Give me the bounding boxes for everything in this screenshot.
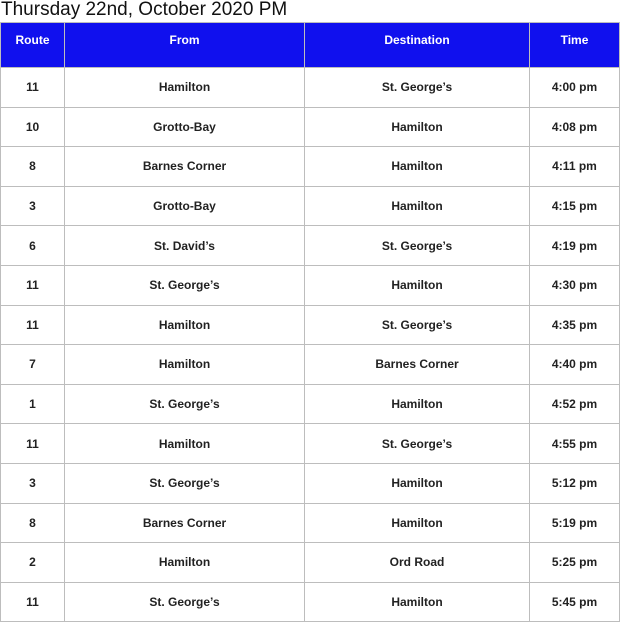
table-row — [1, 226, 620, 266]
destination-cell: Hamilton — [305, 503, 530, 543]
time-cell: 4:30 pm — [530, 265, 620, 305]
destination-cell: St. George’s — [305, 424, 530, 464]
table-row — [1, 147, 620, 187]
column-header-time: Time — [530, 23, 620, 68]
table-header-row — [1, 23, 620, 68]
destination-cell: Hamilton — [305, 265, 530, 305]
time-cell: 4:00 pm — [530, 68, 620, 108]
table-row — [1, 582, 620, 622]
destination-cell: St. George’s — [305, 305, 530, 345]
route-cell: 11 — [1, 305, 65, 345]
route-cell: 1 — [1, 384, 65, 424]
from-cell: Hamilton — [65, 424, 305, 464]
destination-cell: Hamilton — [305, 147, 530, 187]
route-cell: 7 — [1, 345, 65, 385]
destination-cell: Barnes Corner — [305, 345, 530, 385]
destination-cell: Ord Road — [305, 543, 530, 583]
route-cell: 3 — [1, 186, 65, 226]
page-title: Thursday 22nd, October 2020 PM — [1, 0, 288, 20]
destination-cell: Hamilton — [305, 463, 530, 503]
destination-cell: Hamilton — [305, 186, 530, 226]
time-cell: 4:55 pm — [530, 424, 620, 464]
table-row — [1, 265, 620, 305]
time-cell: 4:52 pm — [530, 384, 620, 424]
route-cell: 10 — [1, 107, 65, 147]
from-cell: St. George’s — [65, 265, 305, 305]
from-cell: Barnes Corner — [65, 503, 305, 543]
column-header-route: Route — [1, 23, 65, 68]
time-cell: 4:08 pm — [530, 107, 620, 147]
route-cell: 11 — [1, 265, 65, 305]
table-row — [1, 503, 620, 543]
column-header-from: From — [65, 23, 305, 68]
route-cell: 11 — [1, 68, 65, 108]
route-cell: 3 — [1, 463, 65, 503]
table-header — [1, 23, 620, 68]
from-cell: Hamilton — [65, 345, 305, 385]
time-cell: 4:35 pm — [530, 305, 620, 345]
from-cell: Grotto-Bay — [65, 186, 305, 226]
table-body — [1, 68, 620, 622]
table-row — [1, 345, 620, 385]
route-cell: 8 — [1, 147, 65, 187]
from-cell: St. George’s — [65, 384, 305, 424]
table-row — [1, 424, 620, 464]
table-row — [1, 543, 620, 583]
destination-cell: St. George’s — [305, 68, 530, 108]
from-cell: Hamilton — [65, 543, 305, 583]
time-cell: 5:12 pm — [530, 463, 620, 503]
destination-cell: Hamilton — [305, 107, 530, 147]
destination-cell: Hamilton — [305, 582, 530, 622]
route-cell: 8 — [1, 503, 65, 543]
time-cell: 4:15 pm — [530, 186, 620, 226]
from-cell: Grotto-Bay — [65, 107, 305, 147]
from-cell: Hamilton — [65, 305, 305, 345]
table-row — [1, 107, 620, 147]
time-cell: 4:19 pm — [530, 226, 620, 266]
table-row — [1, 463, 620, 503]
time-cell: 5:19 pm — [530, 503, 620, 543]
route-cell: 2 — [1, 543, 65, 583]
time-cell: 4:40 pm — [530, 345, 620, 385]
from-cell: Barnes Corner — [65, 147, 305, 187]
from-cell: Hamilton — [65, 68, 305, 108]
time-cell: 5:45 pm — [530, 582, 620, 622]
table-row — [1, 186, 620, 226]
route-cell: 6 — [1, 226, 65, 266]
column-header-destination: Destination — [305, 23, 530, 68]
bus-schedule-table — [0, 22, 620, 622]
route-cell: 11 — [1, 582, 65, 622]
from-cell: St. George’s — [65, 582, 305, 622]
time-cell: 4:11 pm — [530, 147, 620, 187]
table-row — [1, 384, 620, 424]
route-cell: 11 — [1, 424, 65, 464]
table-row — [1, 68, 620, 108]
destination-cell: Hamilton — [305, 384, 530, 424]
from-cell: St. George’s — [65, 463, 305, 503]
time-cell: 5:25 pm — [530, 543, 620, 583]
destination-cell: St. George’s — [305, 226, 530, 266]
from-cell: St. David’s — [65, 226, 305, 266]
table-row — [1, 305, 620, 345]
